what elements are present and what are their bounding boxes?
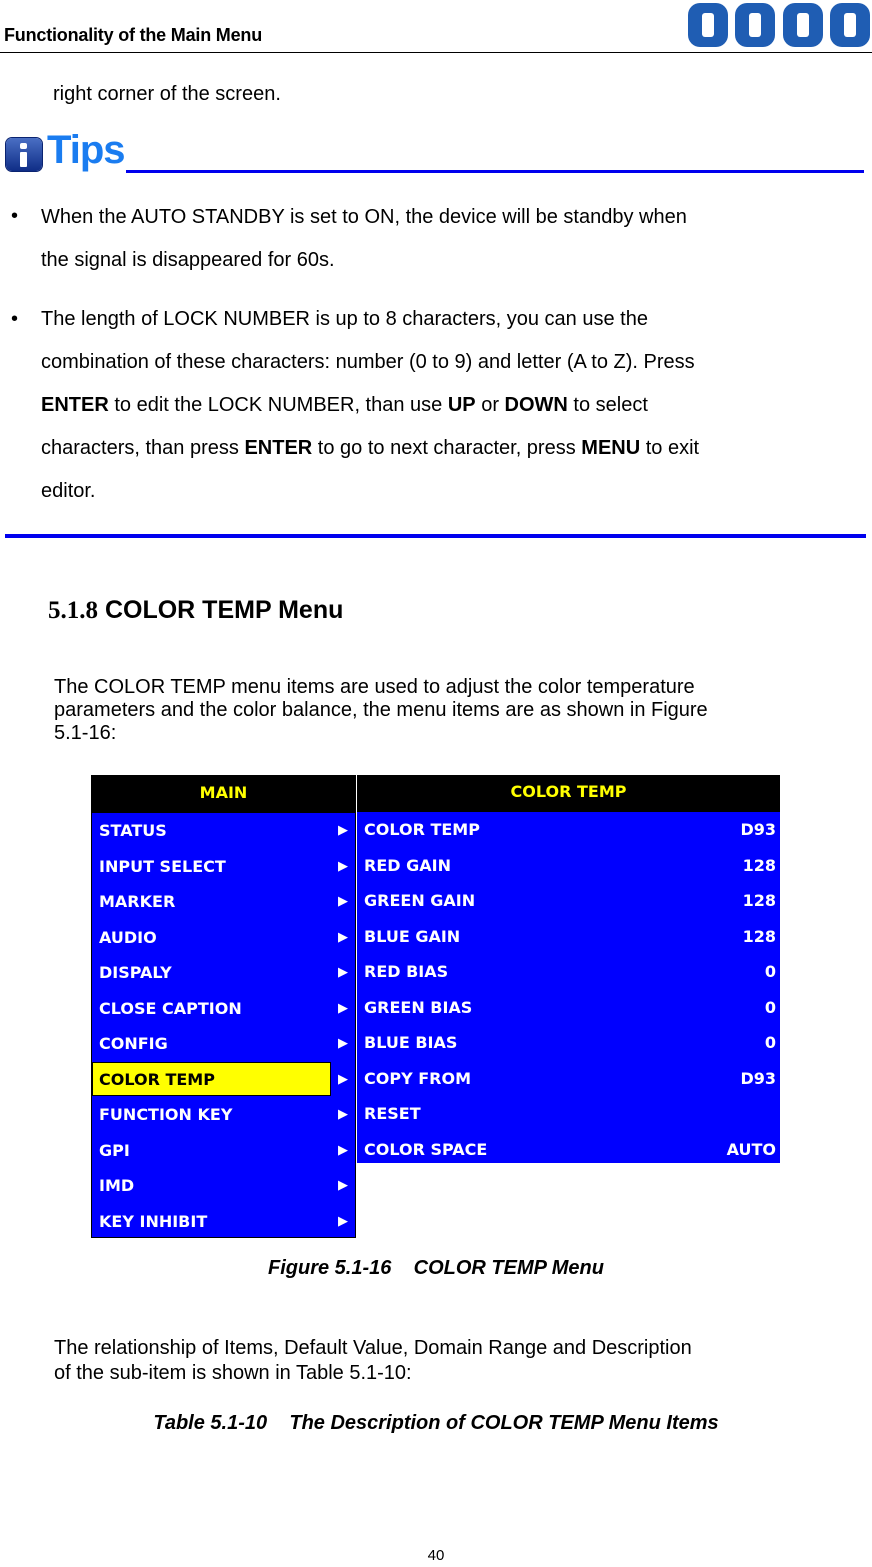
main-menu-item-function-key[interactable] [92,1097,355,1133]
tip-2-line-1: The length of LOCK NUMBER is up to 8 characters, you can use the [41,308,648,330]
header-divider [0,52,872,53]
logo-letter-e2 [830,3,870,47]
submenu-item-reset[interactable] [357,1096,780,1132]
color-temp-menu-figure [91,775,781,1240]
menu-item-label: FUNCTION KEY [99,1105,233,1124]
menu-item-value: 128 [742,855,776,875]
intro-line-1: The COLOR TEMP menu items are used to adjust the color temperature [54,676,695,698]
main-menu-item-close-caption[interactable] [92,991,355,1027]
menu-item-label: AUDIO [99,927,157,947]
menu-item-value: AUTO [726,1139,776,1159]
key-down: DOWN [504,394,568,416]
menu-item-label: STATUS [99,821,167,840]
submenu-item-blue-gain[interactable] [357,919,780,955]
key-enter: ENTER [244,437,313,459]
tip-1-line-1: When the AUTO STANDBY is set to ON, the device will be standby when [41,206,687,228]
arrow-right-icon: ▶ [338,965,348,980]
menu-item-value: 0 [764,1033,776,1052]
menu-item-label: CONFIG [99,1034,168,1053]
menu-item-label: IMD [99,1176,135,1195]
menu-item-label: BLUE BIAS [364,1033,458,1052]
menu-item-label: COPY FROM [364,1068,471,1088]
key-enter: ENTER [41,394,109,416]
arrow-right-icon: ▶ [338,1178,348,1193]
tip-2-line-2: combination of these characters: number (0 to 9) and letter (A to Z). Press [41,351,695,373]
tips-divider-bottom [5,534,866,538]
arrow-right-icon: ▶ [338,1000,348,1016]
menu-item-label: COLOR TEMP [99,1069,215,1089]
menu-item-value: 0 [764,962,776,981]
figure-caption: Figure 5.1-16 COLOR TEMP Menu [268,1257,604,1279]
logo-letter-s [735,3,775,47]
menu-item-label: RED BIAS [364,962,449,981]
submenu-item-color-space[interactable] [357,1132,780,1168]
bullet-icon: • [11,205,19,227]
menu-item-value: 128 [742,926,776,946]
menu-item-label: RED GAIN [364,855,451,875]
menu-item-value: D93 [740,1068,776,1088]
key-up: UP [447,394,476,416]
menu-item-label: RESET [364,1104,421,1123]
text: to go to next character, press [312,437,582,459]
submenu-title: COLOR TEMP [357,775,780,812]
section-title: COLOR TEMP Menu [104,596,344,624]
relationship-line-2: of the sub-item is shown in Table 5.1-10: [54,1362,412,1384]
text: characters, than press [41,437,245,459]
arrow-right-icon: ▶ [338,1107,348,1122]
main-menu-title: MAIN [92,776,355,813]
logo-letter-e [783,3,823,47]
menu-item-label: MARKER [99,892,176,911]
arrow-right-icon: ▶ [338,858,348,874]
tip-2-line-3 [41,384,648,427]
submenu-item-blue-bias[interactable] [357,1025,780,1061]
main-menu [91,775,356,1238]
page-number: 40 [427,1547,445,1564]
main-menu-item-key-inhibit[interactable] [92,1204,355,1240]
arrow-right-icon: ▶ [338,1213,348,1229]
arrow-right-icon: ▶ [338,823,348,838]
menu-item-label: BLUE GAIN [364,926,461,946]
intro-line-2: parameters and the color balance, the menu items are as shown in Figure [54,699,708,721]
bullet-icon: • [11,308,19,330]
color-temp-submenu [356,775,780,1163]
arrow-right-icon: ▶ [338,894,348,909]
arrow-right-icon: ▶ [338,1036,348,1051]
main-menu-item-audio[interactable] [92,920,355,956]
menu-item-value: D93 [740,820,776,839]
menu-item-label: GREEN GAIN [364,891,476,910]
text: or [475,394,505,416]
relationship-line-1: The relationship of Items, Default Value, Domain Range and Description [54,1337,692,1359]
tips-label: Tips [47,128,125,172]
text: to select [567,394,648,416]
running-header: Functionality of the Main Menu [4,25,262,45]
menu-item-label: INPUT SELECT [99,856,226,876]
menu-item-label: KEY INHIBIT [99,1211,208,1231]
section-number: 5.1.8 [48,597,98,624]
menu-item-label: DISPALY [99,963,172,982]
table-caption: Table 5.1-10 The Description of COLOR TEMP Menu Items [153,1412,719,1434]
menu-item-label: GPI [99,1140,130,1160]
menu-item-value: 128 [742,891,776,910]
main-menu-item-input-select[interactable] [92,849,355,885]
arrow-right-icon: ▶ [338,929,348,945]
arrow-right-icon: ▶ [338,1142,348,1158]
submenu-item-green-gain[interactable] [357,883,780,919]
menu-item-label: COLOR TEMP [364,820,480,839]
tips-divider-top [126,170,864,173]
menu-item-label: GREEN BIAS [364,997,473,1017]
submenu-item-color-temp[interactable] [357,812,780,848]
info-icon [6,138,42,171]
main-menu-item-status[interactable] [92,813,355,849]
menu-item-label: COLOR SPACE [364,1139,488,1159]
section-heading [48,596,343,625]
main-menu-item-gpi[interactable] [92,1133,355,1169]
text: to exit [640,437,700,459]
tip-2-line-5: editor. [41,480,96,502]
text: to edit the LOCK NUMBER, than use [108,394,448,416]
submenu-item-green-bias[interactable] [357,990,780,1026]
submenu-item-red-gain[interactable] [357,848,780,884]
key-menu: MENU [581,437,641,459]
main-menu-item-marker[interactable] [92,884,355,920]
osee-logo [688,2,870,48]
tip-1-line-2: the signal is disappeared for 60s. [41,249,335,271]
submenu-item-red-bias[interactable] [357,954,780,990]
menu-item-value: 0 [764,997,776,1017]
menu-item-label: CLOSE CAPTION [99,998,242,1018]
intro-line-3: 5.1-16: [54,722,117,744]
submenu-item-copy-from[interactable] [357,1061,780,1097]
arrow-right-icon: ▶ [338,1071,348,1087]
main-menu-item-config[interactable] [92,1026,355,1062]
main-menu-item-color-temp[interactable] [92,1062,355,1098]
main-menu-item-display[interactable] [92,955,355,991]
main-menu-item-imd[interactable] [92,1168,355,1204]
logo-letter-o [688,3,728,47]
intro-fragment: right corner of the screen. [53,83,281,105]
tip-2-line-4 [41,427,699,470]
